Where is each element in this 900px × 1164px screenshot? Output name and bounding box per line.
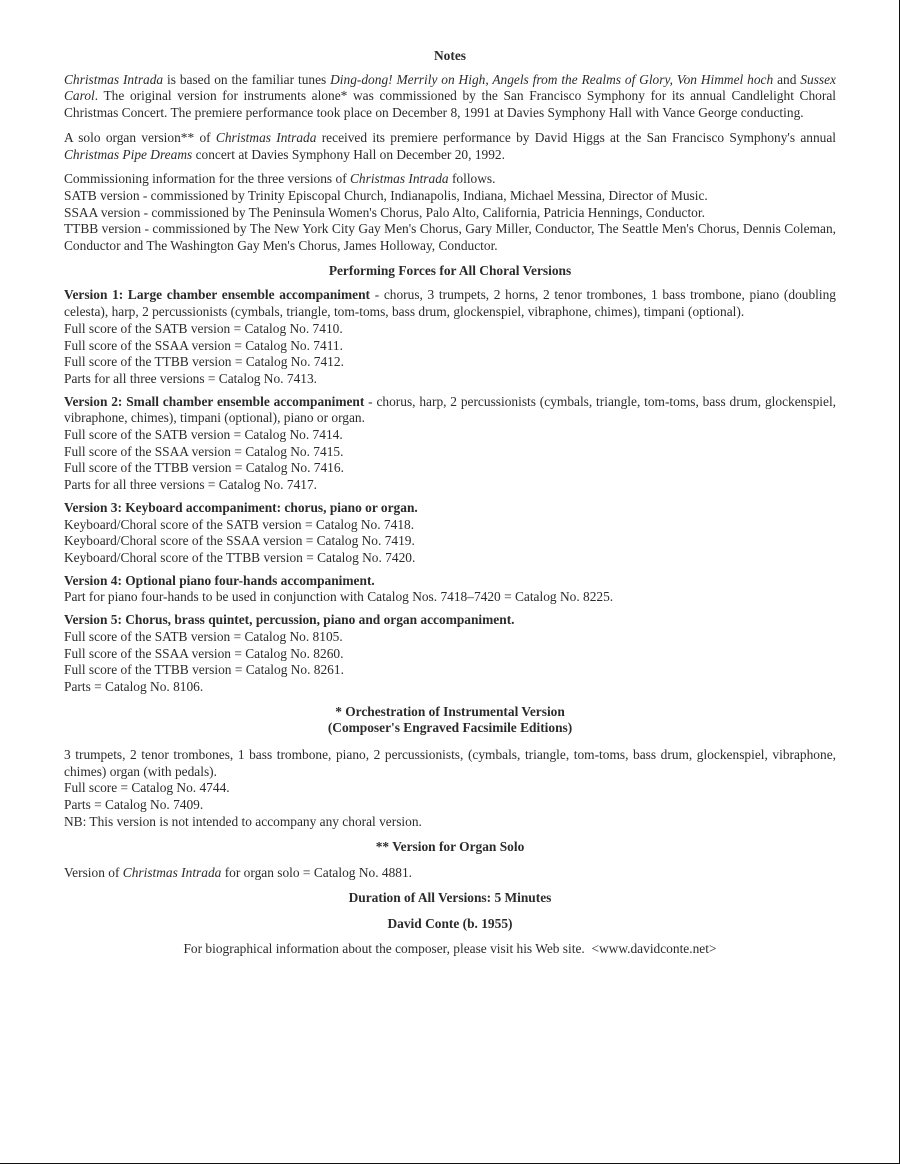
ssaa-commission: SSAA version - commissioned by The Peninsula Women's Chorus, Palo Alto, California, Patricia Hennings, Conductor. xyxy=(64,204,705,220)
catalog-line: Full score of the SATB version = Catalog No. 7414. xyxy=(64,427,343,443)
catalog-line: Parts = Catalog No. 8106. xyxy=(64,678,204,694)
version-1 xyxy=(64,287,836,387)
version-5 xyxy=(64,612,836,696)
catalog-line: Full score of the SATB version = Catalog No. 8105. xyxy=(64,628,343,644)
work-title: Christmas Intrada xyxy=(122,865,222,881)
work-title: Christmas Intrada xyxy=(350,171,449,187)
catalog-line: Full score of the SATB version = Catalog No. 7410. xyxy=(64,320,343,336)
work-title: Christmas Intrada xyxy=(64,71,164,87)
catalog-line: Keyboard/Choral score of the TTBB version = Catalog No. 7420. xyxy=(64,549,416,565)
catalog-line: Full score of the TTBB version = Catalog No. 7416. xyxy=(64,460,344,476)
organ-solo-heading: ** Version for Organ Solo xyxy=(375,838,525,854)
organ-solo-line: Version of Christmas Intrada for organ solo = Catalog No. 4881. xyxy=(64,865,413,881)
biography-note: For biographical information about the composer, please visit his Web site. <www.davidconte.net> xyxy=(183,941,717,957)
commissioning-paragraph: Commissioning information for the three versions of Christmas Intrada follows. SATB version - commissioned by Trinity Episcopal Church, Indianapolis, Indiana, Michael Messina, Director of Music. SSAA version - commissioned by The Peninsula Women's Chorus, Palo Alto, California, Patricia Hennings, Conductor. TTBB version - commissioned by The New York City Gay Men's Chorus, Gary Miller, Conductor, The Seattle Men's Chorus, Dennis Coleman, Conductor and The Washington Gay Men's Chorus, James Holloway, Conductor. xyxy=(64,171,836,254)
catalog-line: Parts for all three versions = Catalog No. 7413. xyxy=(64,370,317,386)
catalog-line: Keyboard/Choral score of the SATB version = Catalog No. 7418. xyxy=(64,516,415,532)
catalog-line: Full score of the SSAA version = Catalog No. 7415. xyxy=(64,443,344,459)
catalog-line: Parts for all three versions = Catalog No. 7417. xyxy=(64,477,317,493)
catalog-line: Parts = Catalog No. 7409. xyxy=(64,797,204,813)
version-2 xyxy=(64,394,836,494)
nb-note: NB: This version is not intended to accompany any choral version. xyxy=(64,813,422,829)
catalog-line: Keyboard/Choral score of the SSAA version = Catalog No. 7419. xyxy=(64,533,415,549)
version-heading: Version 1: Large chamber ensemble accompaniment xyxy=(64,287,371,303)
version-4 xyxy=(64,573,836,606)
tune-titles: Ding-dong! Merrily on High, Angels from the Realms of Glory, Von Himmel hoch xyxy=(330,71,774,87)
version-description: - chorus, 3 trumpets, 2 horns, 2 tenor trombones, 1 bass trombone, piano (doubling celesta), harp, 2 percussionists (cymbals, triangle, tom-toms, bass drum, glockenspiel, vibraphone, chimes), timpani (optional). xyxy=(64,287,836,320)
version-3 xyxy=(64,500,836,567)
composer-name: David Conte (b. 1955) xyxy=(387,915,513,931)
catalog-line: Full score of the TTBB version = Catalog No. 7412. xyxy=(64,354,344,370)
version-heading: Version 5: Chorus, brass quintet, percussion, piano and organ accompaniment. xyxy=(64,612,515,628)
organ-premiere-paragraph: A solo organ version** of Christmas Intrada received its premiere performance by David Higgs at the San Francisco Symphony's annual Christmas Pipe Dreams concert at Davies Symphony Hall on December 20, 1992. xyxy=(64,129,837,162)
duration-heading: Duration of All Versions: 5 Minutes xyxy=(348,889,552,905)
intro-paragraph: Christmas Intrada is based on the familiar tunes Ding-dong! Merrily on High, Angels from the Realms of Glory, Von Himmel hoch and Sussex Carol. The original version for instruments alone* was commissioned by the San Francisco Symphony for its annual Candlelight Choral Christmas Concert. The premiere performance took place on December 8, 1991 at Davies Symphony Hall with Vance George conducting. xyxy=(64,71,836,121)
performing-forces-heading: Performing Forces for All Choral Versions xyxy=(328,262,572,278)
concert-title: Christmas Pipe Dreams xyxy=(64,146,193,162)
ttbb-commission: TTBB version - commissioned by The New York City Gay Men's Chorus, Gary Miller, Conductor, The Seattle Men's Chorus, Dennis Coleman, Conductor and The Washington Gay Men's Chorus, James Holloway, Conductor. xyxy=(64,221,836,254)
version-description: - chorus, harp, 2 percussionists (cymbals, triangle, tom-toms, bass drum, glockenspiel, vibraphone, chimes), timpani (optional), piano or organ. xyxy=(64,393,837,426)
work-title: Christmas Intrada xyxy=(215,129,317,145)
satb-commission: SATB version - commissioned by Trinity Episcopal Church, Indianapolis, Indiana, Michael Messina, Director of Music. xyxy=(64,187,708,203)
version-heading: Version 3: Keyboard accompaniment: chorus, piano or organ. xyxy=(64,499,418,515)
catalog-line: Full score = Catalog No. 4744. xyxy=(64,780,230,796)
notes-page xyxy=(64,48,836,958)
page-title: Notes xyxy=(434,48,466,63)
catalog-line: Full score of the SSAA version = Catalog No. 7411. xyxy=(64,337,343,353)
catalog-line: Full score of the TTBB version = Catalog No. 8261. xyxy=(64,662,344,678)
orchestration-heading: * Orchestration of Instrumental Version (Composer's Engraved Facsimile Editions) xyxy=(327,703,573,736)
catalog-line: Full score of the SSAA version = Catalog No. 8260. xyxy=(64,645,344,661)
orchestration-details xyxy=(64,747,836,831)
catalog-line: Part for piano four-hands to be used in conjunction with Catalog Nos. 7418–7420 = Catalog No. 8225. xyxy=(64,589,614,605)
version-heading: Version 4: Optional piano four-hands accompaniment. xyxy=(64,572,375,588)
orchestration-description: 3 trumpets, 2 tenor trombones, 1 bass trombone, piano, 2 percussionists, (cymbals, triangle, tom-toms, bass drum, glockenspiel, vibraphone, chimes) organ (with pedals). xyxy=(64,747,836,779)
version-heading: Version 2: Small chamber ensemble accompaniment xyxy=(64,393,365,409)
tune-title: Sussex Carol xyxy=(64,71,836,104)
